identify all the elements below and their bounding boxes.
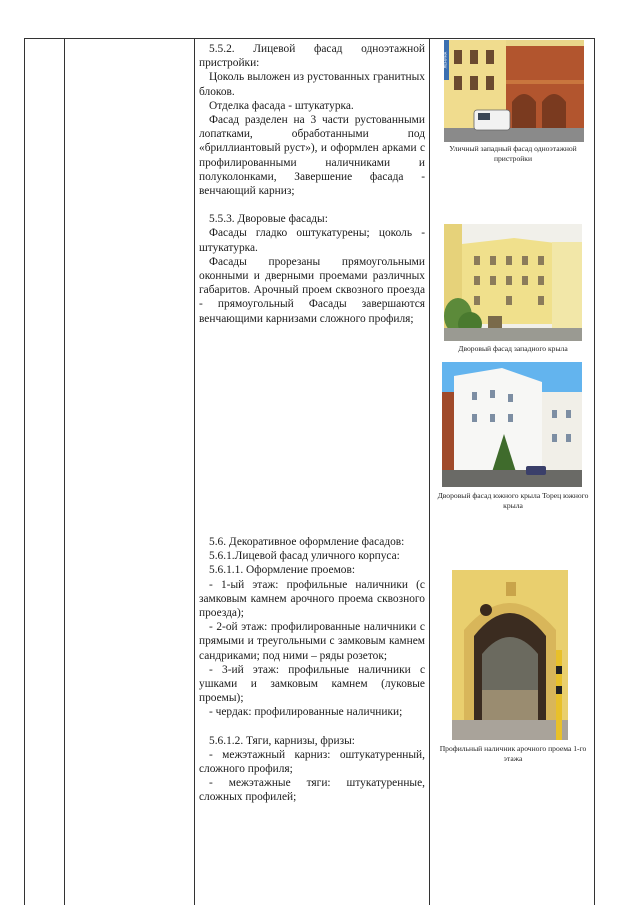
heading-5-6-1-1: 5.6.1.1. Оформление проемов: <box>209 564 356 577</box>
paragraph: Фасад разделен на 3 части рустованными лопатками, обработанными под «бриллиантовый руст»), и оформлен арками с профилированными наличниками и полуколонками, Завершение фасада - венчающий карниз; <box>199 114 425 198</box>
heading-5-6-1: 5.6.1.Лицевой фасад уличного корпуса: <box>209 550 400 563</box>
table-col-divider-1 <box>64 38 65 905</box>
street-sign-text: ЛЕНИНА <box>442 51 448 69</box>
list-item: - межэтажный карниз: оштукатуренный, сложного профиля; <box>199 748 425 776</box>
caption-photo-1: Уличный западный фасад одноэтажной пристройки <box>449 144 577 163</box>
list-item: - 3-ий этаж: профильные наличники с ушками и замковым камнем (луковые проемы); <box>199 663 425 705</box>
photo-street-facade <box>444 40 584 142</box>
photo-courtyard-south <box>442 362 582 487</box>
paragraph: Фасады гладко оштукатурены; цоколь - штукатурка. <box>199 227 425 254</box>
paragraph: Отделка фасада - штукатурка. <box>209 99 354 112</box>
table-left-border <box>24 38 25 905</box>
list-item: - межэтажные тяги: штукатуренные, сложных профилей; <box>199 777 425 804</box>
section-5-6 <box>199 535 425 805</box>
heading-5-5-3: 5.5.3. Дворовые фасады: <box>209 213 328 226</box>
caption-photo-3: Дворовый фасад южного крыла Торец южного крыла <box>437 491 589 510</box>
list-item: - 2-ой этаж: профилированные наличники с прямыми и треугольными с замковым камнем сандриками; под ними – ряды розеток; <box>199 621 425 662</box>
caption-photo-4: Профильный наличник арочного проема 1-го этажа <box>439 744 587 763</box>
paragraph: Фасады прорезаны прямоугольными оконными и дверными проемами различных габаритов. Арочный проем сквозного проезда - прямоугольный Фасады завершаются венчающими карнизами сложного профиля; <box>199 255 425 325</box>
list-item: - 1-ый этаж: профильные наличники (с замковым камнем арочного проема сквозного проезда); <box>199 578 425 620</box>
table-col-divider-3 <box>429 38 430 905</box>
table-top-border <box>24 38 595 39</box>
table-col-divider-2 <box>194 38 195 905</box>
caption-photo-2: Дворовый фасад западного крыла <box>458 344 568 353</box>
section-5-5-2 <box>199 42 425 326</box>
paragraph: Цоколь выложен из рустованных гранитных блоков. <box>199 71 425 98</box>
heading-5-6-1-2: 5.6.1.2. Тяги, карнизы, фризы: <box>209 734 355 747</box>
table-right-border <box>594 38 595 905</box>
photo-courtyard-west <box>444 224 582 341</box>
list-item: - чердак: профилированные наличники; <box>209 706 403 719</box>
heading-5-6: 5.6. Декоративное оформление фасадов: <box>209 536 405 548</box>
photo-arch-portal <box>452 570 568 740</box>
heading-5-5-2: 5.5.2. Лицевой фасад одноэтажной пристройки: <box>199 43 425 70</box>
